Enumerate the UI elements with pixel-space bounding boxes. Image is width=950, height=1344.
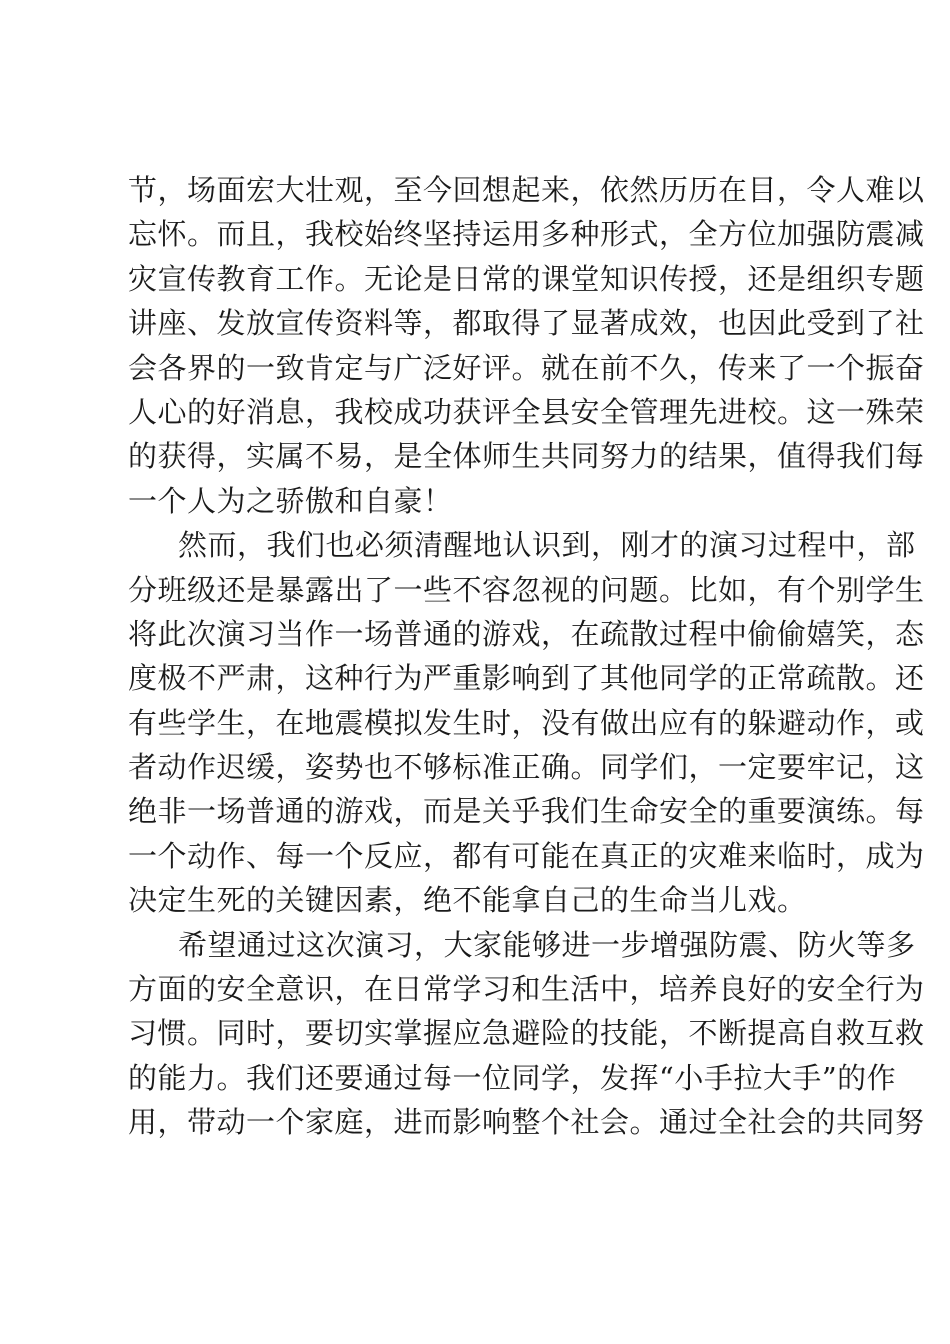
- paragraph-1: [128, 168, 925, 523]
- text-line: 度极不严肃，这种行为严重影响到了其他同学的正常疏散。还: [128, 661, 925, 696]
- text-line: 有些学生，在地震模拟发生时，没有做出应有的躲避动作，或: [128, 705, 925, 740]
- text-line: 讲座、发放宣传资料等，都取得了显著成效，也因此受到了社: [128, 306, 925, 341]
- text-line: 用，带动一个家庭，进而影响整个社会。通过全社会的共同努: [128, 1105, 925, 1140]
- text-line: 绝非一场普通的游戏，而是关乎我们生命安全的重要演练。每: [128, 794, 925, 829]
- text-line: 的能力。我们还要通过每一位同学，发挥“小手拉大手”的作: [128, 1060, 897, 1095]
- text-line: 决定生死的关键因素，绝不能拿自己的生命当儿戏。: [128, 883, 807, 918]
- text-line: 的获得，实属不易，是全体师生共同努力的结果，值得我们每: [128, 439, 925, 474]
- text-line: 习惯。同时，要切实掌握应急避险的技能，不断提高自救互救: [128, 1016, 925, 1051]
- paragraph-2: [128, 523, 925, 923]
- text-line: 节，场面宏大壮观，至今回想起来，依然历历在目，令人难以: [128, 173, 925, 207]
- text-line: 然而，我们也必须清醒地认识到，刚才的演习过程中，部: [178, 528, 916, 563]
- text-line: 灾宣传教育工作。无论是日常的课堂知识传授，还是组织专题: [128, 261, 925, 296]
- text-line: 者动作迟缓，姿势也不够标准正确。同学们，一定要牢记，这: [128, 750, 925, 785]
- text-line: 会各界的一致肯定与广泛好评。就在前不久，传来了一个振奋: [128, 350, 925, 385]
- text-line: 希望通过这次演习，大家能够进一步增强防震、防火等多: [178, 927, 916, 962]
- text-line: 将此次演习当作一场普通的游戏，在疏散过程中偷偷嬉笑，态: [128, 616, 925, 651]
- text-line: 一个动作、每一个反应，都有可能在真正的灾难来临时，成为: [128, 838, 925, 873]
- text-line: 方面的安全意识，在日常学习和生活中，培养良好的安全行为: [128, 972, 925, 1007]
- text-line: 分班级还是暴露出了一些不容忽视的问题。比如，有个别学生: [128, 572, 925, 607]
- body-text: [128, 168, 925, 1145]
- text-line: 忘怀。而且，我校始终坚持运用多种形式，全方位加强防震减: [128, 217, 925, 252]
- paragraph-3: [128, 923, 925, 1145]
- text-line: 一个人为之骄傲和自豪！: [128, 483, 453, 518]
- text-line: 人心的好消息，我校成功获评全县安全管理先进校。这一殊荣: [128, 394, 925, 429]
